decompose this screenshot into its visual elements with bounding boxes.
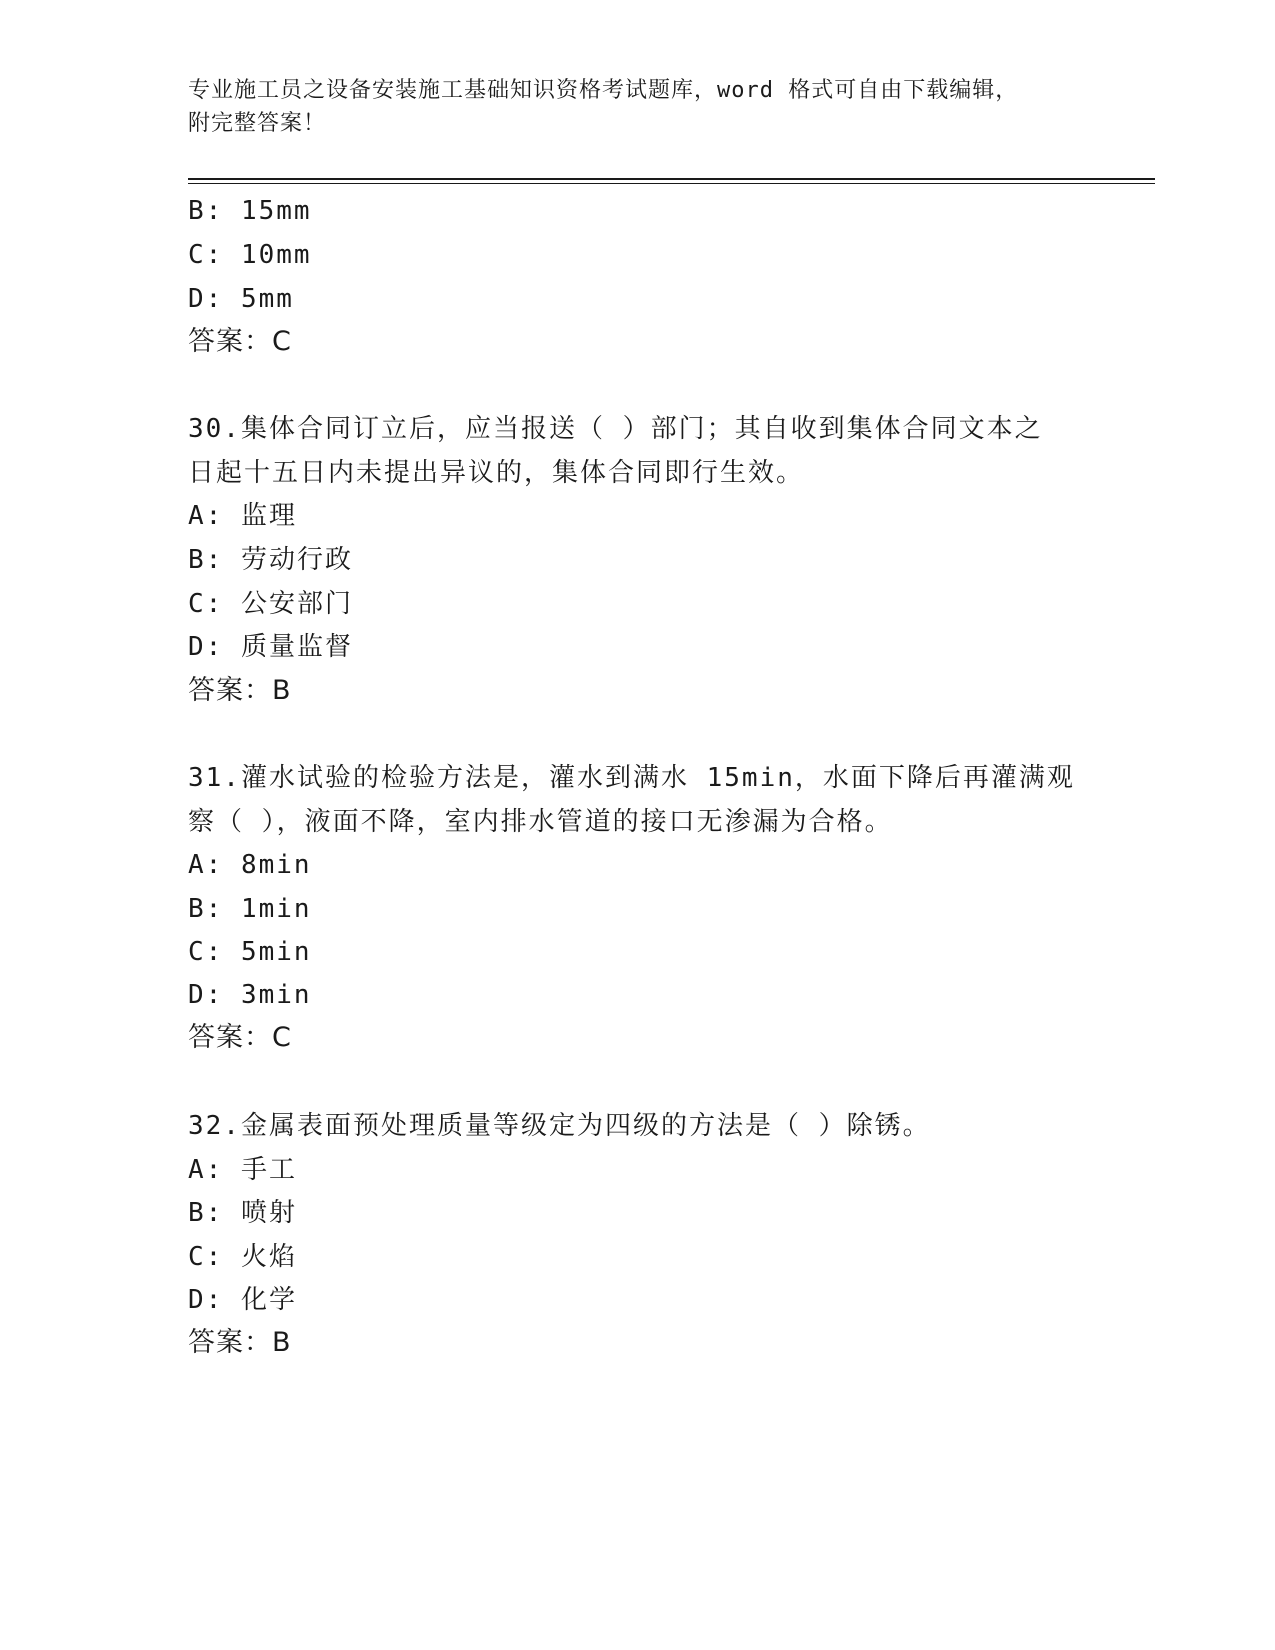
question-32-option-b: B: 喷射 bbox=[188, 1198, 297, 1228]
header-line-2: 附完整答案！ bbox=[188, 111, 327, 136]
question-30-option-b: B: 劳动行政 bbox=[188, 545, 353, 575]
option-d: D: 5mm bbox=[188, 284, 294, 314]
question-30-stem-line-1: 30.集体合同订立后，应当报送（ ）部门；其自收到集体合同文本之 bbox=[188, 414, 1043, 444]
option-b: B: 15mm bbox=[188, 196, 312, 226]
question-31-answer: 答案：C bbox=[188, 1022, 292, 1053]
question-30-option-d: D: 质量监督 bbox=[188, 632, 353, 662]
question-32-option-a: A: 手工 bbox=[188, 1155, 297, 1185]
option-c: C: 10mm bbox=[188, 240, 312, 270]
question-31-option-d: D: 3min bbox=[188, 980, 312, 1010]
question-30-answer: 答案：B bbox=[188, 675, 292, 706]
question-32-stem-line-1: 32.金属表面预处理质量等级定为四级的方法是（ ）除锈。 bbox=[188, 1111, 931, 1141]
answer: 答案：C bbox=[188, 326, 292, 357]
header-divider-thick bbox=[188, 178, 1155, 180]
document-header bbox=[188, 74, 1068, 140]
question-31-stem-line-1: 31.灌水试验的检验方法是，灌水到满水 15min，水面下降后再灌满观 bbox=[188, 763, 1075, 793]
question-32-answer: 答案：B bbox=[188, 1327, 292, 1358]
header-line-1: 专业施工员之设备安装施工基础知识资格考试题库，word 格式可自由下载编辑， bbox=[188, 78, 1019, 103]
question-32-option-d: D: 化学 bbox=[188, 1285, 297, 1315]
question-31-option-c: C: 5min bbox=[188, 937, 312, 967]
question-30-option-c: C: 公安部门 bbox=[188, 589, 353, 619]
question-32-option-c: C: 火焰 bbox=[188, 1242, 297, 1272]
question-31-stem-line-2: 察（ ），液面不降，室内排水管道的接口无渗漏为合格。 bbox=[188, 807, 893, 837]
header-divider-thin bbox=[188, 183, 1155, 184]
question-30-stem-line-2: 日起十五日内未提出异议的，集体合同即行生效。 bbox=[188, 458, 805, 488]
question-30-option-a: A: 监理 bbox=[188, 501, 297, 531]
question-31-option-a: A: 8min bbox=[188, 850, 312, 880]
question-31-option-b: B: 1min bbox=[188, 894, 312, 924]
